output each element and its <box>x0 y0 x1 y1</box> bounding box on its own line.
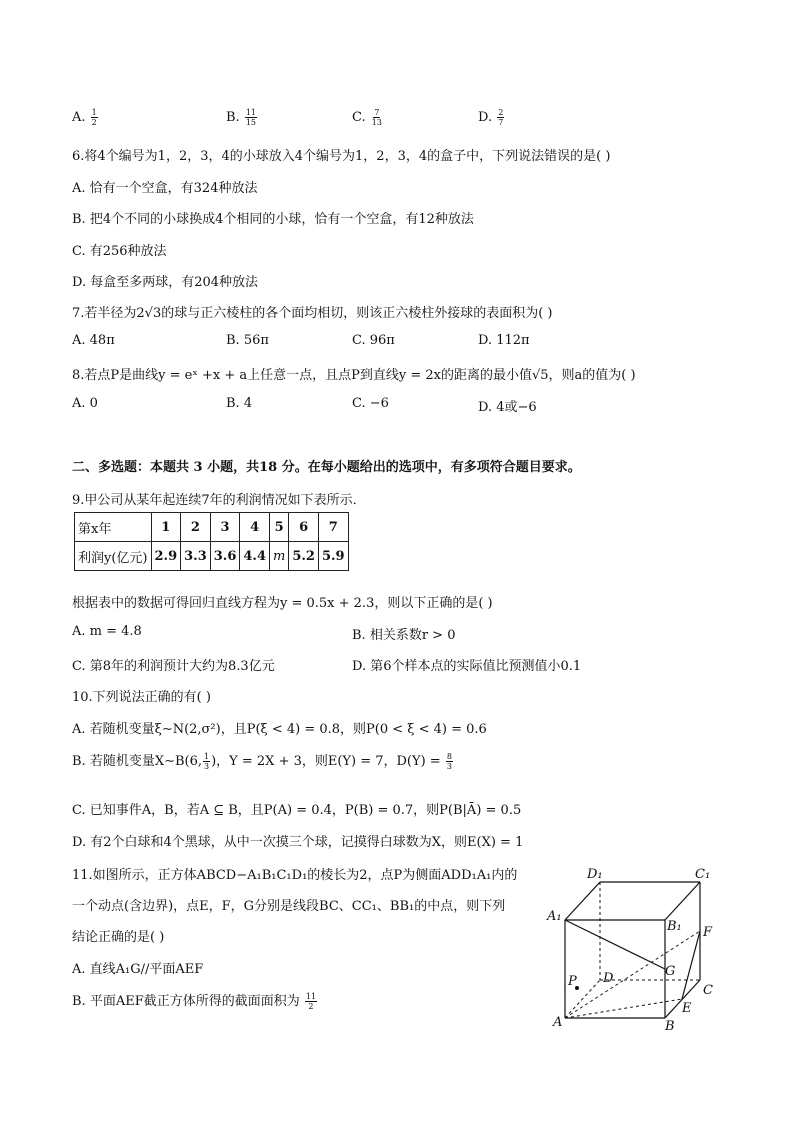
label-a: A <box>553 1015 563 1030</box>
q9-option-d: D. 第6个样本点的实际值比预测值小0.1 <box>352 659 582 674</box>
label-p: P <box>568 974 577 989</box>
q11-option-a: A. 直线A₁G//平面AEF <box>72 962 204 977</box>
table-cell: 2 <box>181 513 211 542</box>
q6-option-b: B. 把4个不同的小球换成4个相同的小球，恰有一个空盒，有12种放法 <box>72 212 474 227</box>
q9-option-c: C. 第8年的利润预计大约为8.3亿元 <box>72 659 275 674</box>
table-cell: 3 <box>210 513 240 542</box>
line-a1-g <box>565 920 665 969</box>
cube-figure <box>535 860 725 1035</box>
q5-option-d: D. $\frac{2}{7}$ <box>478 108 504 127</box>
q10-option-c: C. 已知事件A，B，若A ⊆ B，且P(A) = 0.4，P(B) = 0.7，则P(B|Ā) = 0.5 <box>72 803 522 818</box>
label-c1: C₁ <box>695 867 711 882</box>
edge-b1-c1 <box>665 882 700 920</box>
table-row-header: 第x年 <box>75 513 152 542</box>
q9-stem: 9.甲公司从某年起连续7年的利润情况如下表所示． <box>72 493 366 508</box>
q11-stem-2: 一个动点(含边界)，点E，F，G分别是线段BC、CC₁、BB₁的中点，则下列 <box>72 899 506 914</box>
label-e: E <box>682 1001 692 1016</box>
q11-option-b: B. 平面AEF截正方体所得的截面面积为 $\frac{11}{2}$ <box>72 992 317 1011</box>
q8-option-b: B. 4 <box>226 396 253 411</box>
label-c: C <box>703 983 713 998</box>
q10-stem: 10.下列说法正确的有( ) <box>72 690 211 705</box>
q5-option-b: B. $\frac{11}{15}$ <box>226 108 257 127</box>
table-row-header: 利润y(亿元) <box>75 542 152 571</box>
q7-option-d: D. 112π <box>478 333 530 348</box>
label-a1: A₁ <box>547 909 562 924</box>
label-d: D <box>603 971 614 986</box>
q11-stem-1: 11.如图所示，正方体ABCD−A₁B₁C₁D₁的棱长为2，点P为侧面ADD₁A₁内的 <box>72 868 518 883</box>
q6-option-a: A. 恰有一个空盒，有324种放法 <box>72 181 258 196</box>
table-cell: 4 <box>240 513 270 542</box>
q8-option-a: A. 0 <box>72 396 98 411</box>
q10-option-b: B. 若随机变量X∼B(6, $\frac{1}{3}$ )，Y = 2X + 3，则E(Y) = 7，D(Y) = $\frac{8}{3}$ <box>72 752 452 771</box>
q10-b-fraction-1: $\frac{1}{3}$ <box>204 752 210 771</box>
table-cell: 3.3 <box>181 542 211 571</box>
q6-option-d: D. 每盒至多两球，有204种放法 <box>72 275 259 290</box>
q5-a-fraction: $\frac{1}{2}$ <box>91 108 97 127</box>
q7-stem: 7.若半径为2√3的球与正六棱柱的各个面均相切，则该正六棱柱外接球的表面积为( ) <box>72 306 553 321</box>
q11-b-fraction: $\frac{11}{2}$ <box>305 992 317 1011</box>
q11-stem-3: 结论正确的是( ) <box>72 930 165 945</box>
q6-option-c: C. 有256种放法 <box>72 244 167 259</box>
table-cell: 1 <box>151 513 181 542</box>
table-row <box>75 513 349 542</box>
q7-option-a: A. 48π <box>72 333 115 348</box>
q5-option-a: A. $\frac{1}{2}$ <box>72 108 97 127</box>
table-cell: 5.9 <box>318 542 348 571</box>
table-cell: 6 <box>289 513 319 542</box>
q9-option-a: A. m = 4.8 <box>72 624 142 639</box>
q10-b-fraction-2: $\frac{8}{3}$ <box>446 752 452 771</box>
table-cell: 2.9 <box>151 542 181 571</box>
hidden-line-a-f <box>565 931 700 1018</box>
table-cell: 4.4 <box>240 542 270 571</box>
label-d1: D₁ <box>587 867 603 882</box>
q6-stem: 6.将4个编号为1，2，3，4的小球放入4个编号为1，2，3，4的盒子中，下列说法错误的是( ) <box>72 149 611 164</box>
q5-option-c: C. $\frac{7}{13}$ <box>352 108 382 127</box>
table-cell: 5.2 <box>289 542 319 571</box>
q9-option-b: B. 相关系数r > 0 <box>352 628 456 643</box>
table-cell: 7 <box>318 513 348 542</box>
label-g: G <box>665 964 676 979</box>
edge-a1-d1 <box>565 882 600 920</box>
table-cell: m <box>270 542 289 571</box>
table-cell: 5 <box>270 513 289 542</box>
q8-stem: 8.若点P是曲线y = eˣ +x + a上任意一点，且点P到直线y = 2x的距离的最小值√5，则a的值为( ) <box>72 368 636 383</box>
q10-option-a: A. 若随机变量ξ∼N(2,σ²)，且P(ξ < 4) = 0.8，则P(0 < ξ < 4) = 0.6 <box>72 722 487 737</box>
q7-option-b: B. 56π <box>226 333 269 348</box>
q5-b-fraction: $\frac{11}{15}$ <box>245 108 257 127</box>
label-b: B <box>665 1019 675 1034</box>
q5-d-fraction: $\frac{2}{7}$ <box>498 108 504 127</box>
q7-option-c: C. 96π <box>352 333 395 348</box>
q8-option-d: D. 4或−6 <box>478 400 537 415</box>
line-e-f <box>682 931 700 999</box>
q5-c-fraction: $\frac{7}{13}$ <box>371 108 382 127</box>
q8-option-c: C. −6 <box>352 396 389 411</box>
table-cell: 3.6 <box>210 542 240 571</box>
label-b1: B₁ <box>667 919 682 934</box>
q10-option-d: D. 有2个白球和4个黑球，从中一次摸三个球，记摸得白球数为X，则E(X) = 1 <box>72 835 524 850</box>
section-2-heading: 二、多选题：本题共 3 小题，共18 分。在每小题给出的选项中，有多项符合题目要求。 <box>72 460 581 475</box>
q9-stem-2: 根据表中的数据可得回归直线方程为y = 0.5x + 2.3，则以下正确的是( ) <box>72 596 493 611</box>
profit-table <box>74 512 349 571</box>
label-f: F <box>703 925 713 940</box>
table-row <box>75 542 349 571</box>
